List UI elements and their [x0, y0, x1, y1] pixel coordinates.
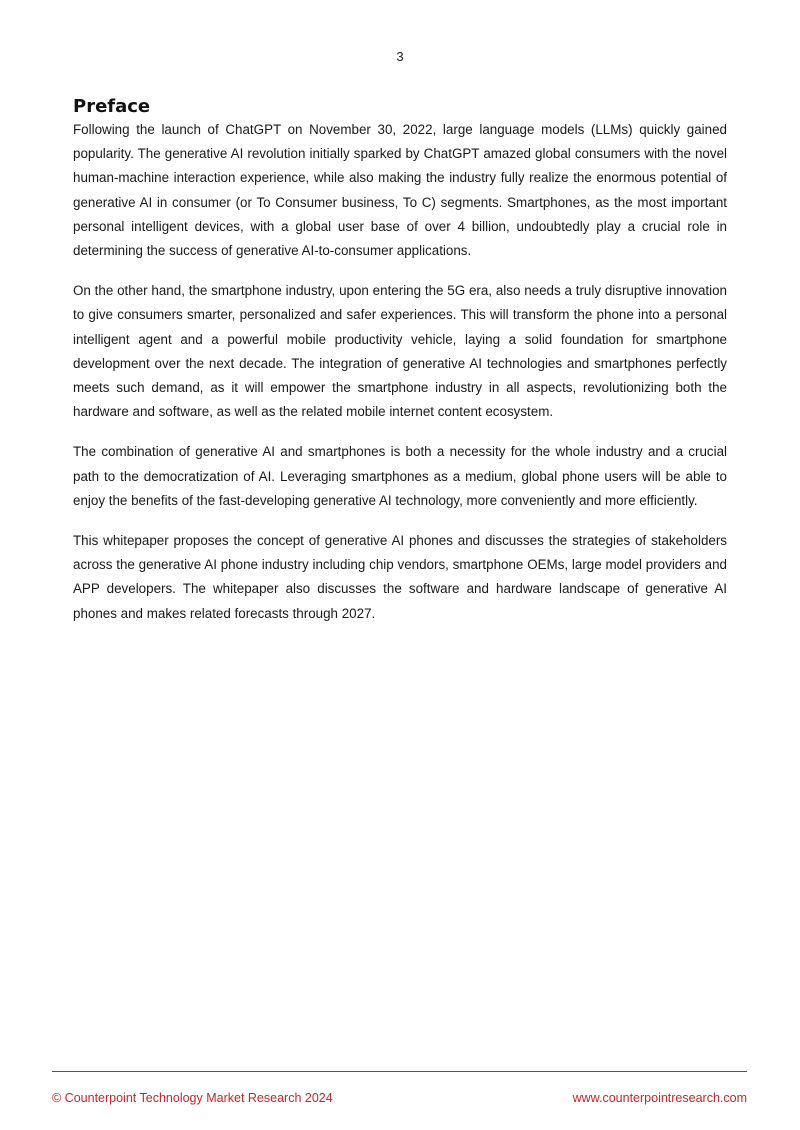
- preface-section: [73, 96, 727, 642]
- paragraph-1: Following the launch of ChatGPT on November 30, 2022, large language models (LLMs) quickly gained popularity. The generative AI revolution initially sparked by ChatGPT amazed global consumers with the novel human-machine interaction experience, while also making the industry fully realize the enormous potential of generative AI in consumer (or To Consumer business, To C) segments. Smartphones, as the most important personal intelligent devices, with a global user base of over 4 billion, undoubtedly play a crucial role in determining the success of generative AI-to-consumer applications.: [73, 122, 727, 259]
- footer-copyright: © Counterpoint Technology Market Research 2024: [52, 1091, 333, 1105]
- footer-divider: [52, 1071, 747, 1072]
- paragraph-4: This whitepaper proposes the concept of generative AI phones and discusses the strategies of stakeholders across the generative AI phone industry including chip vendors, smartphone OEMs, large model providers and APP developers. The whitepaper also discusses the software and hardware landscape of generative AI phones and makes related forecasts through 2027.: [73, 533, 727, 621]
- section-heading: Preface: [73, 96, 151, 117]
- paragraph-2: On the other hand, the smartphone industry, upon entering the 5G era, also needs a truly disruptive innovation to give consumers smarter, personalized and safer experiences. This will transform the phone into a personal intelligent agent and a powerful mobile productivity vehicle, laying a solid foundation for smartphone development over the next decade. The integration of generative AI technologies and smartphones perfectly meets such demand, as it will empower the smartphone industry in all aspects, revolutionizing both the hardware and software, as well as the related mobile internet content ecosystem.: [73, 283, 727, 420]
- footer-website-link[interactable]: www.counterpointresearch.com: [572, 1091, 747, 1105]
- paragraph-3: The combination of generative AI and smartphones is both a necessity for the whole industry and a crucial path to the democratization of AI. Leveraging smartphones as a medium, global phone users will be able to enjoy the benefits of the fast-developing generative AI technology, more conveniently and more efficiently.: [73, 444, 727, 508]
- page-number: 3: [396, 49, 404, 64]
